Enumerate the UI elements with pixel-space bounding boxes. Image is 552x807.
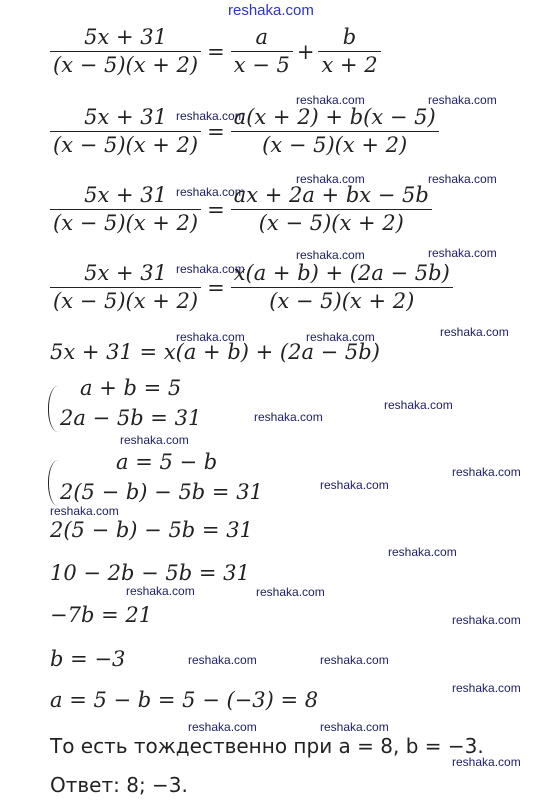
watermark: reshaka.com	[452, 681, 521, 695]
watermark: reshaka.com	[188, 653, 257, 667]
denominator: (x − 5)(x + 2)	[53, 289, 199, 313]
fraction-right	[231, 182, 432, 237]
equals-sign: =	[207, 197, 225, 222]
denominator: (x − 5)(x + 2)	[53, 133, 199, 157]
denominator: (x − 5)(x + 2)	[262, 133, 408, 157]
fraction-left	[50, 104, 201, 159]
watermark: reshaka.com	[50, 504, 119, 518]
numerator: 5x + 31	[84, 261, 167, 285]
watermark: reshaka.com	[256, 585, 325, 599]
numerator: 5x + 31	[84, 183, 167, 207]
watermark: reshaka.com	[296, 172, 365, 186]
watermark: reshaka.com	[440, 325, 509, 339]
watermark: reshaka.com	[452, 613, 521, 627]
answer-text: Ответ: 8; −3.	[50, 773, 188, 797]
equation-line: −7b = 21	[50, 603, 153, 627]
watermark: reshaka.com	[296, 248, 365, 262]
fraction-left	[50, 24, 201, 79]
denominator: (x − 5)(x + 2)	[269, 289, 415, 313]
numerator: 5x + 31	[84, 105, 167, 129]
numerator: a(x + 2) + b(x − 5)	[233, 105, 436, 129]
watermark: reshaka.com	[306, 330, 375, 344]
fraction-a	[231, 24, 293, 79]
equation-line: 10 − 2b − 5b = 31	[50, 561, 250, 585]
equals-sign: =	[207, 119, 225, 144]
equation-line: 2(5 − b) − 5b = 31	[50, 518, 253, 542]
watermark: reshaka.com	[320, 478, 389, 492]
system-row-2: 2(5 − b) − 5b = 31	[60, 480, 263, 504]
numerator: x(a + b) + (2a − 5b)	[233, 261, 450, 285]
system-row-2: 2a − 5b = 31	[60, 406, 202, 430]
equation-line: b = −3	[50, 647, 126, 671]
denominator: (x − 5)(x + 2)	[53, 211, 199, 235]
watermark: reshaka.com	[120, 433, 189, 447]
equation-2	[50, 104, 439, 159]
brace	[48, 386, 59, 432]
numerator: ax + 2a + bx − 5b	[233, 183, 429, 207]
system-row-1: a = 5 − b	[116, 450, 218, 474]
watermark: reshaka.com	[320, 720, 389, 734]
numerator: a	[255, 25, 269, 49]
fraction-left	[50, 182, 201, 237]
plus-sign: +	[296, 39, 315, 64]
numerator: b	[342, 25, 357, 49]
watermark: reshaka.com	[296, 93, 365, 107]
conclusion-text: То есть тождественно при a = 8, b = −3.	[50, 734, 484, 758]
watermark: reshaka.com	[228, 2, 314, 19]
watermark: reshaka.com	[188, 720, 257, 734]
fraction-b	[318, 24, 380, 79]
watermark: reshaka.com	[126, 584, 195, 598]
denominator: x + 2	[321, 53, 378, 77]
watermark: reshaka.com	[428, 172, 497, 186]
brace	[48, 460, 59, 506]
watermark: reshaka.com	[452, 755, 521, 769]
equals-sign: =	[207, 275, 225, 300]
denominator: (x − 5)(x + 2)	[258, 211, 404, 235]
watermark: reshaka.com	[428, 93, 497, 107]
watermark: reshaka.com	[452, 465, 521, 479]
denominator: x − 5	[233, 53, 290, 77]
watermark: reshaka.com	[428, 246, 497, 260]
fraction-right	[231, 260, 453, 315]
denominator: (x − 5)(x + 2)	[53, 53, 199, 77]
equation-1	[50, 24, 381, 79]
watermark: reshaka.com	[176, 330, 245, 344]
equation-line: 5x + 31 = x(a + b) + (2a − 5b)	[50, 340, 380, 364]
fraction-right	[231, 104, 439, 159]
equation-4	[50, 260, 453, 315]
watermark: reshaka.com	[254, 410, 323, 424]
equation-3	[50, 182, 432, 237]
watermark: reshaka.com	[176, 109, 245, 123]
watermark: reshaka.com	[320, 653, 389, 667]
watermark: reshaka.com	[384, 398, 453, 412]
watermark: reshaka.com	[176, 185, 245, 199]
equals-sign: =	[207, 39, 225, 64]
watermark: reshaka.com	[176, 262, 245, 276]
equation-line: a = 5 − b = 5 − (−3) = 8	[50, 688, 319, 712]
fraction-left	[50, 260, 201, 315]
system-row-1: a + b = 5	[80, 376, 182, 400]
numerator: 5x + 31	[84, 25, 167, 49]
watermark: reshaka.com	[388, 545, 457, 559]
